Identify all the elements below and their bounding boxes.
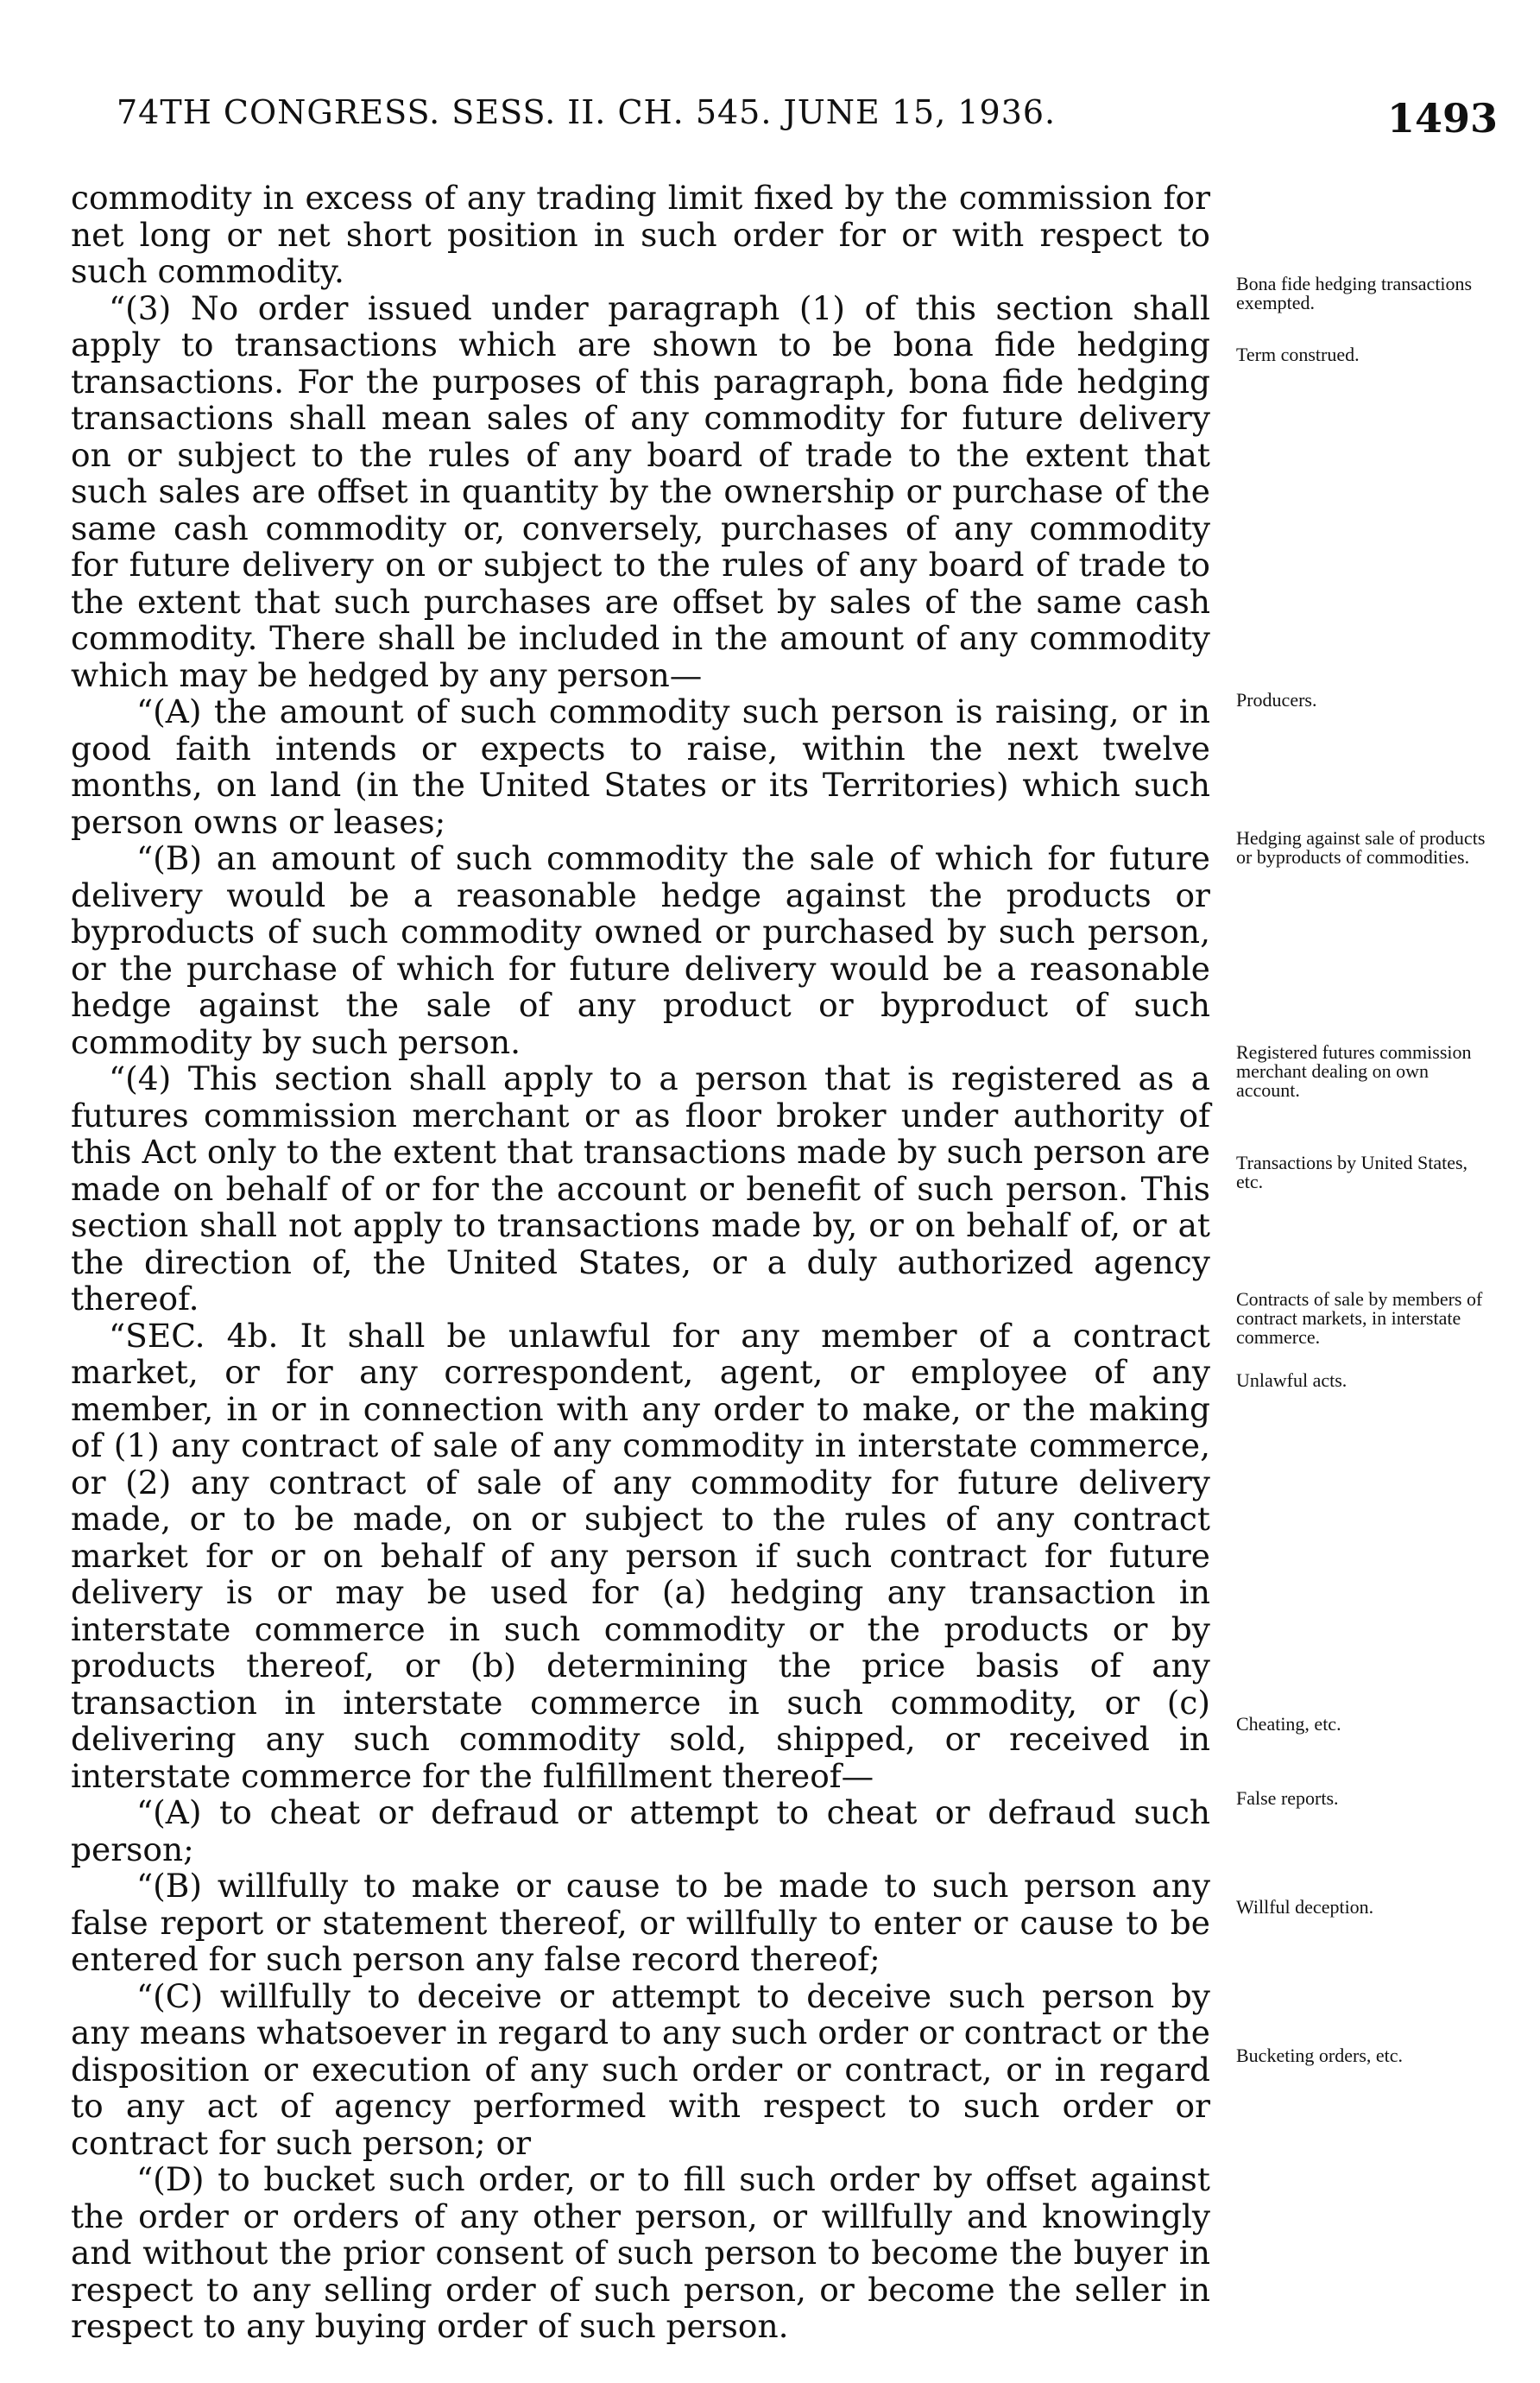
- paragraph-a-producers: “(A) the amount of such commodity such person is raising, or in good faith intends or expects to raise, within the next twelve months, on land (in the United States or its Territories) which such person owns or leases;: [71, 692, 1210, 841]
- margin-note-registered: Registered futures commission merchant dealing on own account.: [1236, 1041, 1472, 1101]
- running-head: 74TH CONGRESS. SESS. II. CH. 545. JUNE 15, 1936.: [117, 93, 1057, 131]
- running-header: [117, 93, 1498, 145]
- margin-note-producers: Producers.: [1236, 689, 1317, 711]
- clause-d-bucket: “(D) to bucket such order, or to fill such order by offset against the order or orders of any other person, or willfully and knowingly and without the prior consent of such person to become the buyer in respect to any selling order of such person, or become the seller in respect to any buying order of such person.: [71, 2160, 1210, 2345]
- paragraph-b-hedging: “(B) an amount of such commodity the sale of which for future delivery would be a reasonable hedge against the products or byproducts of such commodity owned or purchased by such person, or the purchase of which for future delivery would be a reasonable hedge against the sale of any product or byproduct of such commodity by such person.: [71, 839, 1210, 1061]
- page-number: 1493: [1386, 95, 1498, 142]
- paragraph-4: “(4) This section shall apply to a person that is registered as a futures commission merchant or as floor broker under authority of this Act only to the extent that transactions made by such person are made on behalf of or for the account or benefit of such person. This section shall not apply to transactions made by, or on behalf of, or at the direction of, the United States, or a duly authorized agency thereof.: [71, 1059, 1210, 1318]
- margin-note-term-construed: Term construed.: [1236, 344, 1360, 365]
- section-4b: “SEC. 4b. It shall be unlawful for any member of a contract market, or for any correspondent, agent, or employee of any member, in or in connection with any order to make, or the making of (1) any contract of sale of any commodity in interstate commerce, or (2) any contract of sale of any commodity for future delivery made, or to be made, on or subject to the rules of any contract market for or on behalf of any person if such contract for future delivery is or may be used for (a) hedging any transaction in interstate commerce in such commodity or the products or by products thereof, or (b) determining the price basis of any transaction in interstate commerce in such commodity, or (c) delivering any such commodity sold, shipped, or received in interstate commerce for the fulfillment thereof—: [71, 1316, 1210, 1795]
- margin-note-unlawful-acts: Unlawful acts.: [1236, 1369, 1348, 1391]
- margin-note-cheating: Cheating, etc.: [1236, 1713, 1341, 1735]
- clause-c-deceive: “(C) willfully to deceive or attempt to deceive such person by any means whatsoever in regard to any such order or contract or the disposition or execution of any such order or contract, or in regard to any act of agency performed with respect to such order or contract for such person; or: [71, 1976, 1210, 2162]
- clause-a-cheat: “(A) to cheat or defraud or attempt to cheat or defraud such person;: [71, 1793, 1210, 1868]
- margin-note-bona-fide: Bona fide hedging transactions exempted.: [1236, 273, 1473, 313]
- margin-note-contracts-sale: Contracts of sale by members of contract markets, in interstate commerce.: [1236, 1288, 1483, 1348]
- margin-note-transactions-us: Transactions by United States, etc.: [1236, 1152, 1468, 1192]
- margin-note-willful-deception: Willful deception.: [1236, 1896, 1374, 1918]
- margin-note-hedging-sale: Hedging against sale of products or byproducts of commodities.: [1236, 827, 1486, 868]
- margin-note-bucketing: Bucketing orders, etc.: [1236, 2045, 1404, 2066]
- paragraph-continued: commodity in excess of any trading limit fixed by the commission for net long or net short position in such order for or with respect to such commodity.: [71, 179, 1210, 290]
- statute-text: [71, 180, 1210, 2345]
- margin-note-false-reports: False reports.: [1236, 1787, 1339, 1809]
- clause-b-false-report: “(B) willfully to make or cause to be made to such person any false report or statement thereof, or willfully to enter or cause to be entered for such person any false record thereof;: [71, 1867, 1210, 1978]
- paragraph-3: “(3) No order issued under paragraph (1) of this section shall apply to transactions which are shown to be bona fide hedging transactions. For the purposes of this paragraph, bona fide hedging transactions shall mean sales of any commodity for future delivery on or subject to the rules of any board of trade to the extent that such sales are offset in quantity by the ownership or purchase of the same cash commodity or, conversely, purchases of any commodity for future delivery on or subject to the rules of any board of trade to the extent that such purchases are offset by sales of the same cash commodity. There shall be included in the amount of any commodity which may be hedged by any person—: [71, 288, 1210, 694]
